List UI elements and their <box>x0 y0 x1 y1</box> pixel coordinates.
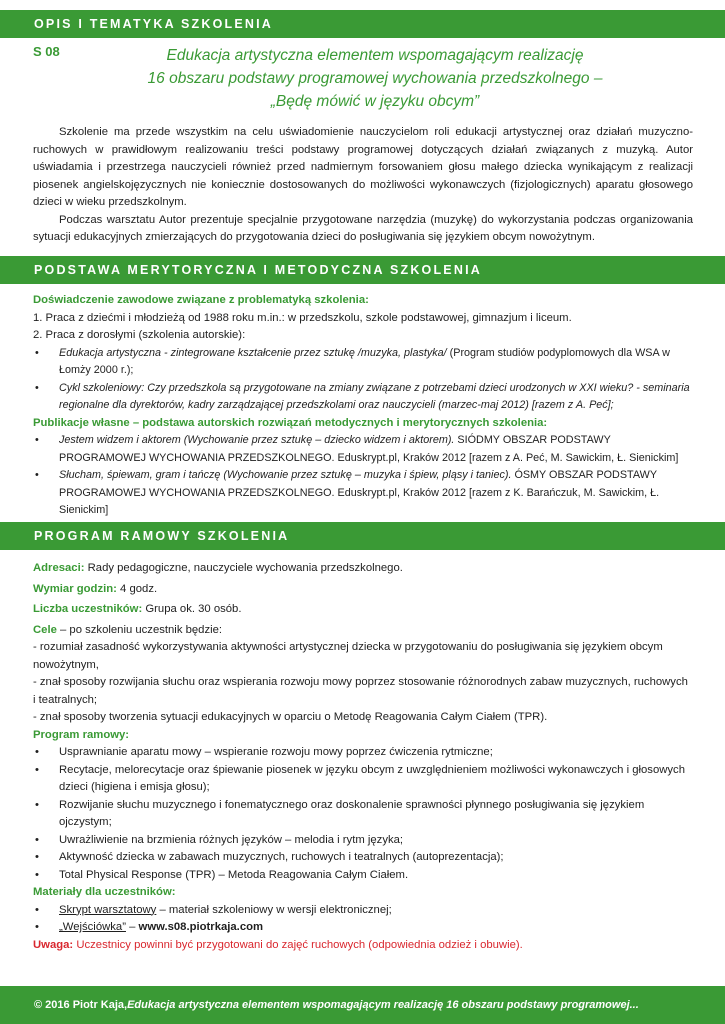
wymiar-label: Wymiar godzin: <box>33 582 117 595</box>
section-bar-program <box>0 522 725 550</box>
title-line: Edukacja artystyczna elementem wspomagającym realizację <box>166 47 584 64</box>
item-italic: Jestem widzem i aktorem (Wychowanie przez sztukę – dziecko widzem i aktorem). <box>59 434 455 446</box>
item-normal: ÓSMY OBSZAR PODSTAWY PROGRAMOWEJ WYCHOWANIA PRZEDSZKOLNEGO. Eduskrypt.pl, Kraków 2012 [razem z K. Barańczuk, M. Sawickim, Ł. Sienickim] <box>59 469 660 516</box>
experience-section <box>33 292 693 520</box>
skrypt-link[interactable]: Skrypt warsztatowy <box>59 903 157 916</box>
publication-item <box>33 467 693 520</box>
title-line: „Będę mówić w języku obcym” <box>270 93 480 110</box>
footer-title: Edukacja artystyczna elementem wspomagającym realizację 16 obszaru podstawy programowej... <box>127 999 639 1011</box>
section-title: PROGRAM RAMOWY SZKOLENIA <box>34 529 290 543</box>
program-item: • Total Physical Response (TPR) – Metoda Reagowania Całym Ciałem. <box>33 867 693 885</box>
material-desc: – materiał szkoleniowy w wersji elektronicznej; <box>156 903 392 916</box>
program-item: • Aktywność dziecka w zabawach muzycznych, ruchowych i teatralnych (autoprezentacja); <box>33 849 693 867</box>
item-italic: Słucham, śpiewam, gram i tańczę (Wychowanie przez sztukę – muzyka i śpiew, pląsy i taniec). <box>59 469 512 481</box>
program-item: • Rozwijanie słuchu muzycznego i fonematycznego oraz doskonalenie sprawności płynnego posługiwania się językiem ojczystym; <box>33 797 693 832</box>
paragraph: Szkolenie ma przede wszystkim na celu uświadomienie nauczycielom roli edukacji artystycznej oraz działań muzyczno-ruchowych w prawidłowym realizowaniu treści podstawy programowej dotyczących działań związanych z muzyką. Autor uświadamia i przestrzega nauczycieli również przed nadmiernym forsowaniem głosu małego dziecka wynikającym z realizacji piosenek angielskojęzycznych nie koniecznie dostosowanych do możliwości wykonawczych (fizjologicznych) aparatu głosowego dzieci w wieku przedszkolnym. <box>33 126 693 208</box>
item-normal: (Program studiów podyplomowych dla WSA w Łomży 2000 r.); <box>59 346 670 376</box>
experience-item <box>33 345 693 380</box>
program-item: • Uwrażliwienie na brzmienia różnych języków – melodia i rytm języka; <box>33 832 693 850</box>
footer-copyright: © 2016 Piotr Kaja, <box>34 999 128 1011</box>
material-dash: – <box>125 921 139 933</box>
cele-value: – po szkoleniu uczestnik będzie: <box>56 623 223 636</box>
section-bar-podstawa <box>0 256 725 284</box>
publication-item <box>33 432 693 467</box>
experience-item <box>33 380 693 415</box>
section-title: PODSTAWA MERYTORYCZNA I METODYCZNA SZKOLENIA <box>34 263 482 277</box>
adresaci-label: Adresaci: <box>33 562 85 574</box>
section-bar-opis <box>0 10 725 38</box>
experience-line: 1. Praca z dziećmi i młodzieżą od 1988 roku m.in.: w przedszkolu, szkole podstawowej, gimnazjum i liceum. <box>33 311 572 324</box>
program-item: • Recytacje, melorecytacje oraz śpiewanie piosenek w języku obcym z uwzględnieniem możliwości wykonawczych i głosowych dzieci (higiena i emisja głosu); <box>33 762 693 797</box>
wymiar-value: 4 godz. <box>116 582 158 595</box>
uwaga-text: Uczestnicy powinni być przygotowani do zajęć ruchowych (odpowiednia odzież i obuwie). <box>73 938 523 951</box>
program-section <box>33 560 693 954</box>
cele-label: Cele <box>33 623 57 636</box>
paragraph: Podczas warsztatu Autor prezentuje specjalnie przygotowane narzędzia (muzykę) do wykorzystania podczas organizowania sytuacji edukacyjnych zmierzających do przygotowania dzieci do posługiwania się językiem obcym nowożytnym. <box>33 213 693 243</box>
wejsciowka-link[interactable]: „Wejściówka” <box>59 921 126 933</box>
cele-line: - znał sposoby tworzenia sytuacji edukacyjnych w oparciu o Metodę Reagowania Całym Ciałem (TPR). <box>33 711 548 723</box>
description <box>33 124 693 247</box>
title-line: 16 obszaru podstawy programowej wychowania przedszkolnego – <box>147 70 603 87</box>
item-italic: Cykl szkoleniowy: Czy przedszkola są przygotowane na zmiany związane z potrzebami dzieci urodzonych w XXI wieku? - seminaria regionalne dla dyrektorów, kadry zarządzającej przedszkolami oraz nauczycieli (marzec-maj 2012) [razem z A. Peć]; <box>59 381 690 411</box>
liczba-label: Liczba uczestników: <box>33 603 143 615</box>
cele-line: - znał sposoby rozwijania słuchu oraz wspierania rozwoju mowy poprzez stosowanie różnorodnych zabaw muzycznych, ruchowych i teatralnych; <box>33 676 688 706</box>
adresaci-value: Rady pedagogiczne, nauczyciele wychowania przedszkolnego. <box>84 562 403 574</box>
material-item <box>33 902 693 920</box>
cele-line: - rozumiał zasadność wykorzystywania aktywności artystycznej dziecka w przygotowaniu do posługiwania się językiem obcym nowożytnym, <box>33 641 663 671</box>
item-normal: SIÓDMY OBSZAR PODSTAWY PROGRAMOWEJ WYCHOWANIA PRZEDSZKOLNEGO. Eduskrypt.pl, Kraków 2012 [razem z A. Peć, M. Sawickim, Ł. Sienickim] <box>59 434 679 464</box>
item-italic: Edukacja artystyczna - zintegrowane kształcenie przez sztukę /muzyka, plastyka/ <box>59 346 447 359</box>
course-code: S 08 <box>33 44 60 59</box>
website-url[interactable]: www.s08.piotrkaja.com <box>138 921 264 933</box>
uwaga-label: Uwaga: <box>33 938 74 951</box>
experience-heading: Doświadczenie zawodowe związane z problematyką szkolenia: <box>33 294 369 306</box>
material-item <box>33 919 693 937</box>
experience-line: 2. Praca z dorosłymi (szkolenia autorskie): <box>33 329 246 341</box>
publications-heading: Publikacje własne – podstawa autorskich rozwiązań metodycznych i merytorycznych szkolenia: <box>33 416 548 429</box>
footer <box>0 986 725 1024</box>
materials-heading: Materiały dla uczestników: <box>33 886 176 898</box>
program-heading: Program ramowy: <box>33 728 130 741</box>
course-title <box>60 44 690 113</box>
section-title: OPIS I TEMATYKA SZKOLENIA <box>34 17 274 31</box>
program-item: • Usprawnianie aparatu mowy – wspieranie rozwoju mowy poprzez ćwiczenia rytmiczne; <box>33 744 693 762</box>
liczba-value: Grupa ok. 30 osób. <box>142 603 242 615</box>
